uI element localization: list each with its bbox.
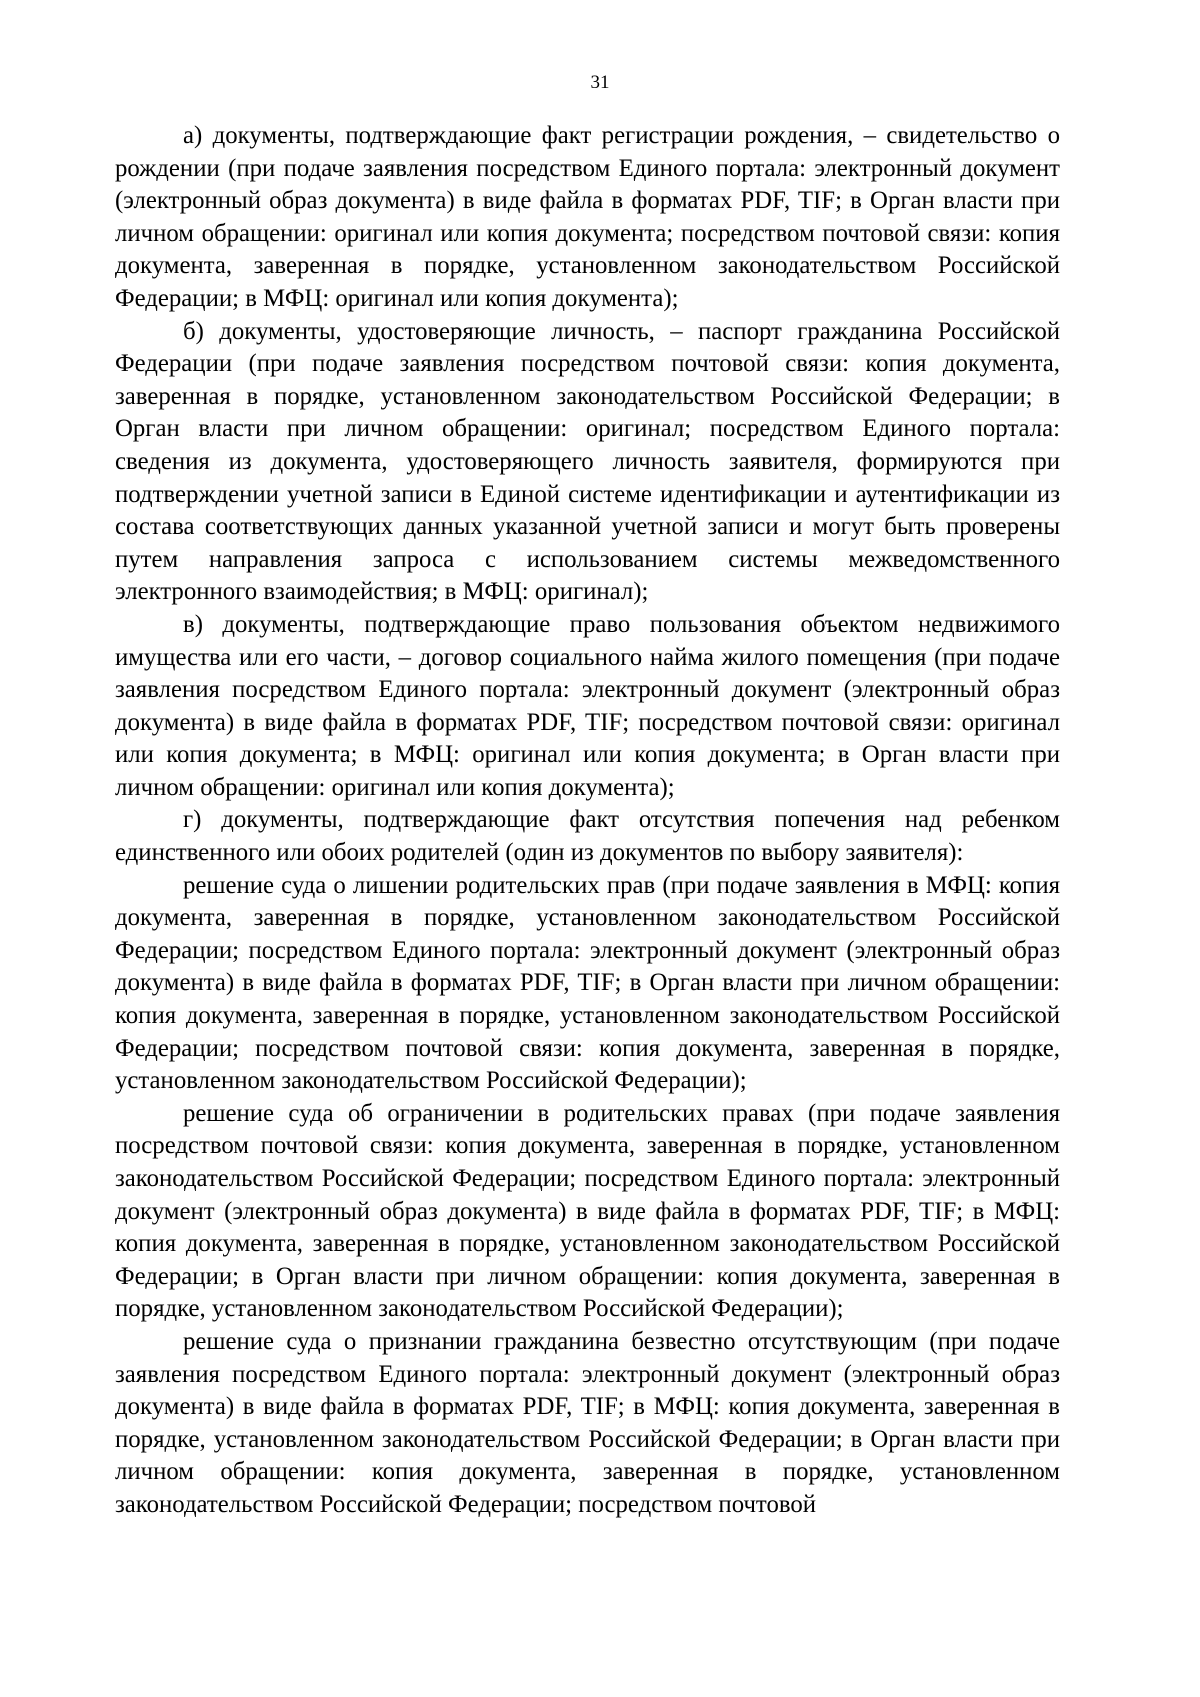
- page-number: 31: [590, 72, 610, 93]
- paragraph-court-missing-person: решение суда о признании гражданина безвестно отсутствующим (при подаче заявления посредством Единого портала: электронный документ (электронный образ документа) в виде файла в форматах PDF, TIF; в МФЦ: копия документа, заверенная в порядке, установленном законодательством Российской Федерации; в Орган власти при личном обращении: копия документа, заверенная в порядке, установленном законодательством Российской Федерации; посредством почтовой: [115, 1327, 1060, 1518]
- paragraph-court-restriction-rights: решение суда об ограничении в родительских правах (при подаче заявления посредством почтовой связи: копия документа, заверенная в порядке, установленном законодательством Российской Федерации; посредством Единого портала: электронный документ (электронный образ документа) в виде файла в форматах PDF, TIF; в МФЦ: копия документа, заверенная в порядке, установленном законодательством Российской Федерации; в Орган власти при личном обращении: копия документа, заверенная в порядке, установленном законодательством Российской Федерации);: [115, 1099, 1060, 1323]
- paragraph-c-property-documents: в) документы, подтверждающие право пользования объектом недвижимого имущества или его части, – договор социального найма жилого помещения (при подаче заявления посредством Единого портала: электронный документ (электронный образ документа) в виде файла в форматах PDF, TIF; посредством почтовой связи: оригинал или копия документа; в МФЦ: оригинал или копия документа; в Орган власти при личном обращении: оригинал или копия документа);: [115, 610, 1060, 801]
- paragraph-a-birth-documents: а) документы, подтверждающие факт регистрации рождения, – свидетельство о рождении (при подаче заявления посредством Единого портала: электронный документ (электронный образ документа) в виде файла в форматах PDF, TIF; в Орган власти при личном обращении: оригинал или копия документа; посредством почтовой связи: копия документа, заверенная в порядке, установленном законодательством Российской Федерации; в МФЦ: оригинал или копия документа);: [115, 122, 1060, 312]
- document-body: [115, 120, 1060, 1522]
- paragraph-d-guardianship-documents: г) документы, подтверждающие факт отсутствия попечения над ребенком единственного или обоих родителей (один из документов по выбору заявителя):: [115, 806, 1060, 867]
- paragraph-b-identity-documents: б) документы, удостоверяющие личность, – паспорт гражданина Российской Федерации (при подаче заявления посредством почтовой связи: копия документа, заверенная в порядке, установленном законодательством Российской Федерации; в Орган власти при личном обращении: оригинал; посредством Единого портала: сведения из документа, удостоверяющего личность заявителя, формируются при подтверждении учетной записи в Единой системе идентификации и аутентификации из состава соответствующих данных указанной учетной записи и могут быть проверены путем направления запроса с использованием системы межведомственного электронного взаимодействия; в МФЦ: оригинал);: [115, 317, 1060, 606]
- paragraph-court-deprivation-rights: решение суда о лишении родительских прав (при подаче заявления в МФЦ: копия документа, заверенная в порядке, установленном законодательством Российской Федерации; посредством Единого портала: электронный документ (электронный образ документа) в виде файла в форматах PDF, TIF; в Орган власти при личном обращении: копия документа, заверенная в порядке, установленном законодательством Российской Федерации; посредством почтовой связи: копия документа, заверенная в порядке, установленном законодательством Российской Федерации);: [115, 871, 1060, 1095]
